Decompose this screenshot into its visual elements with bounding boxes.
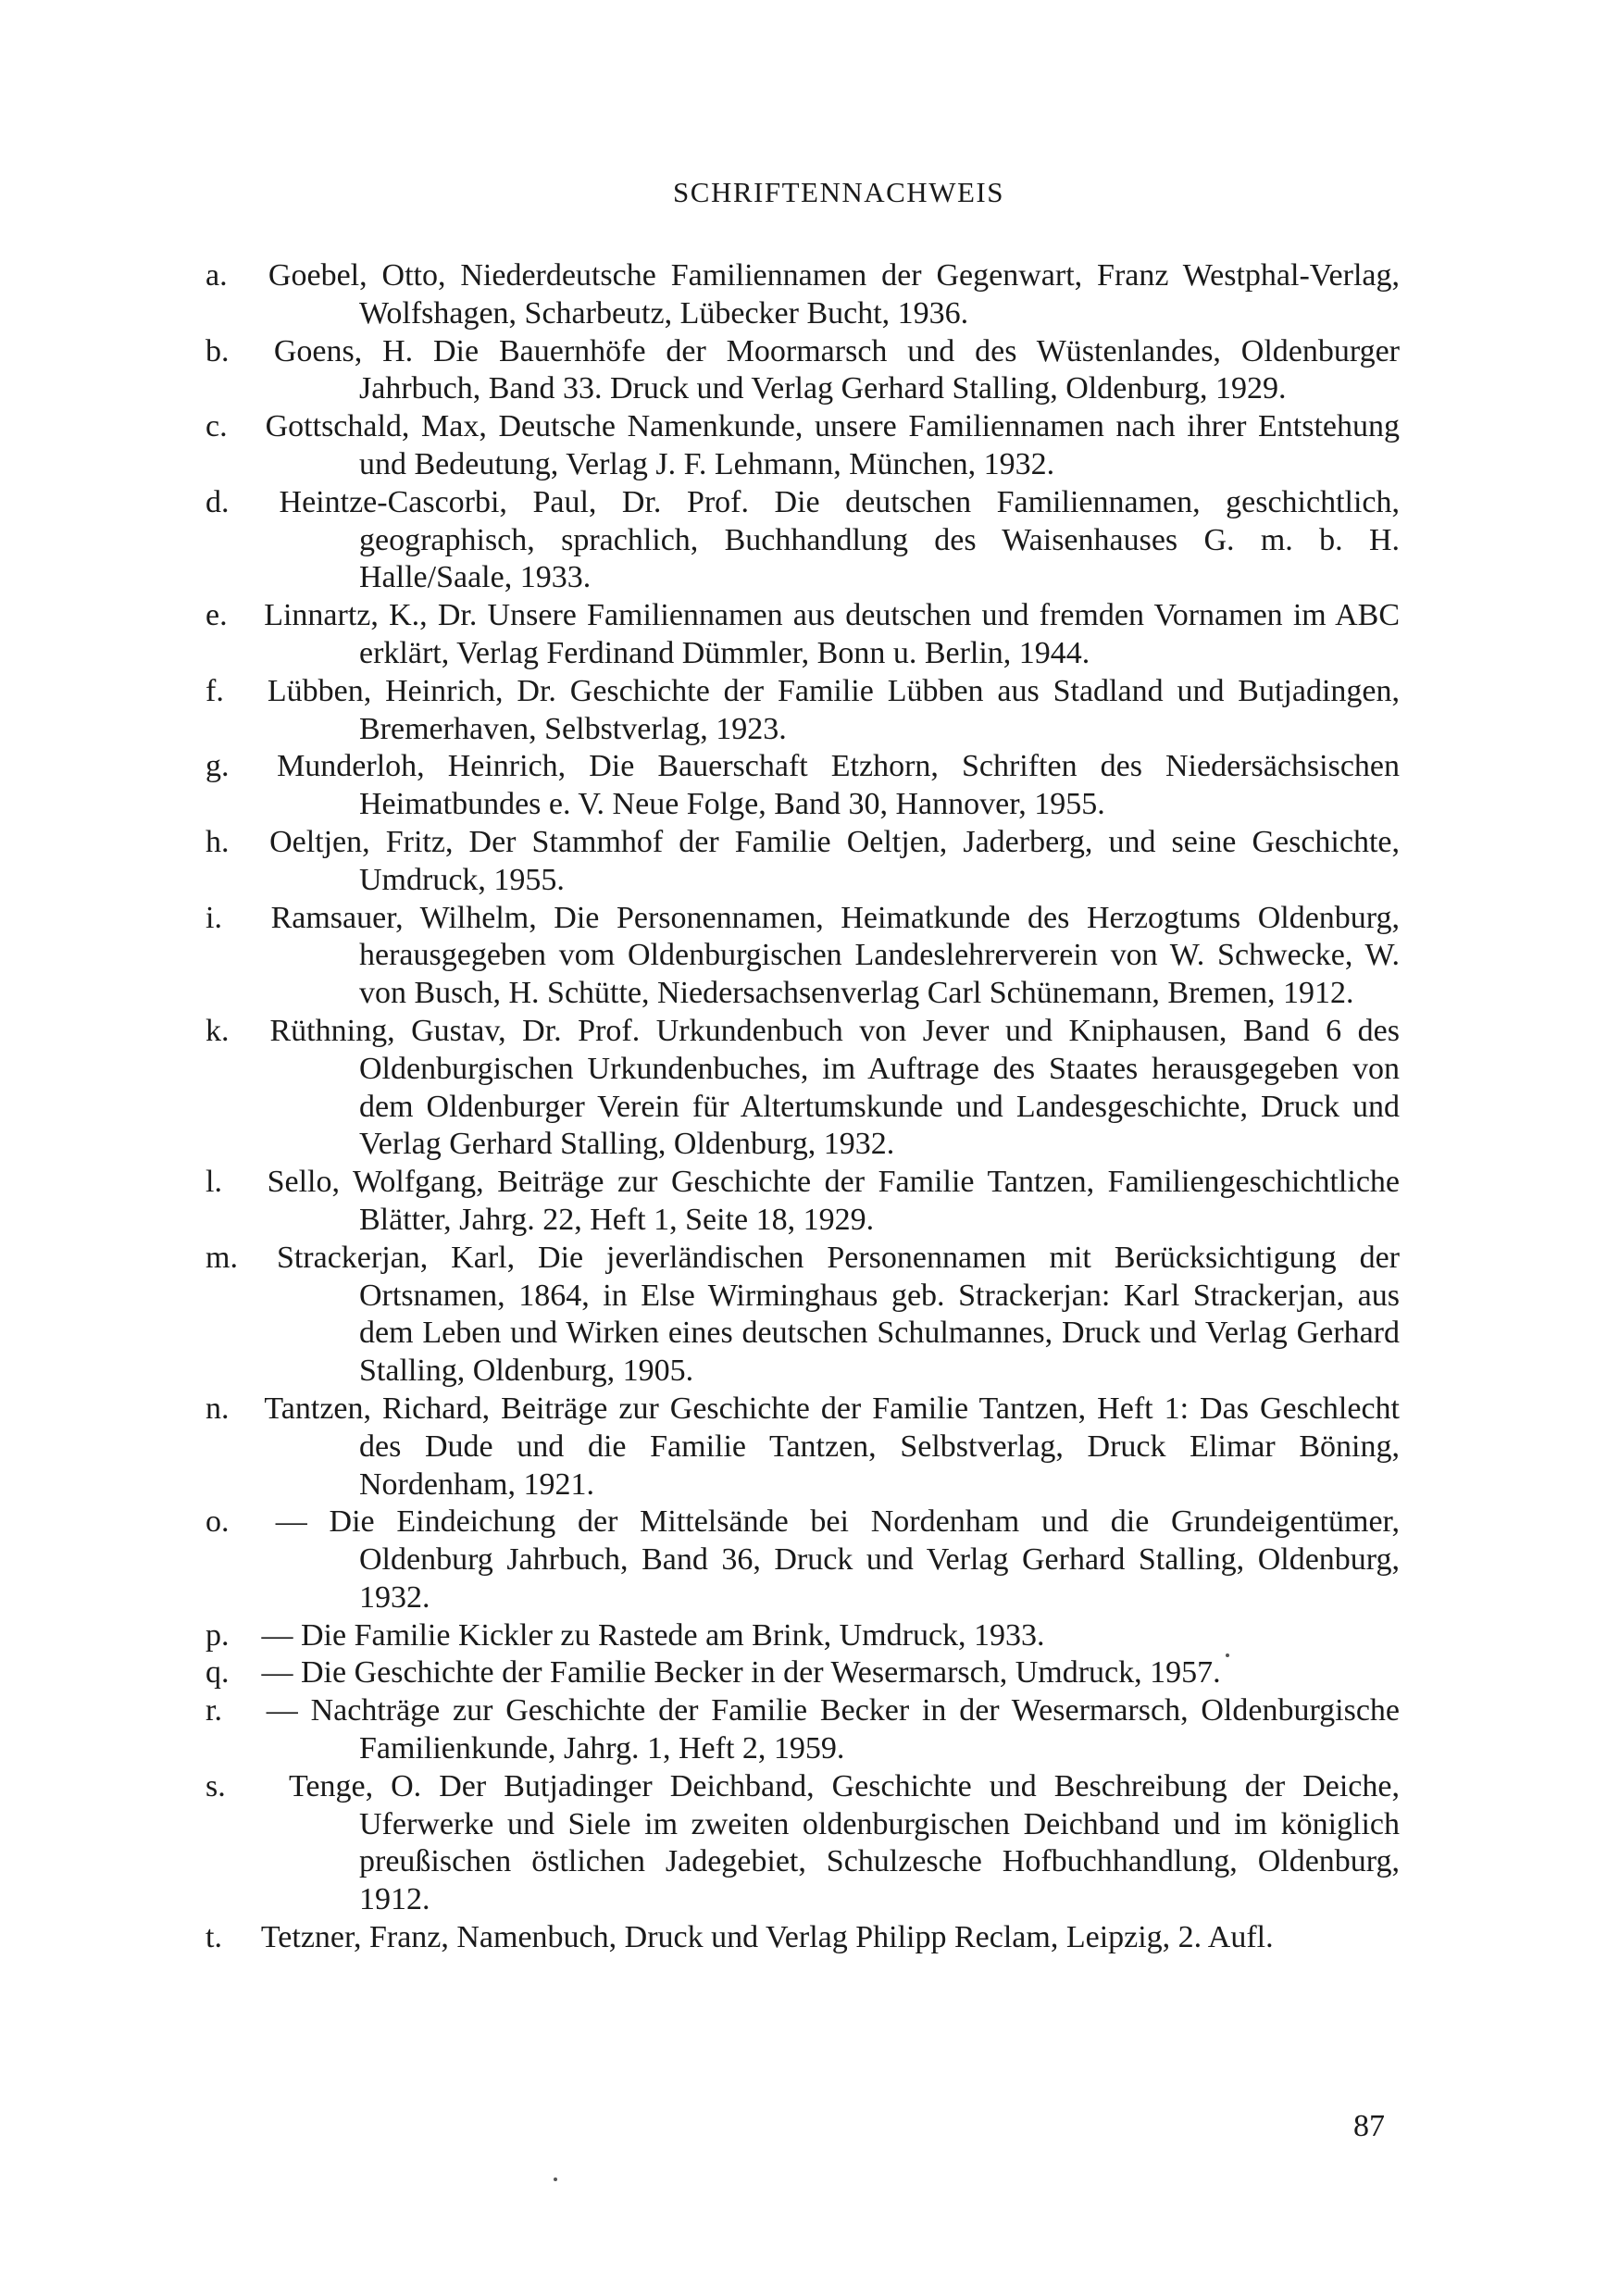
entry-text: — Die Familie Kickler zu Rastede am Brink, Umdruck, 1933. — [261, 1617, 1045, 1653]
entry-label: s. — [206, 1768, 226, 1803]
bibliography-entry-q — [206, 1654, 1400, 1692]
entry-label: o. — [206, 1504, 230, 1540]
bibliography-entry-i — [206, 900, 1400, 1013]
entry-text: Lübben, Heinrich, Dr. Geschichte der Familie Lübben aus Stadland und Butjadingen, Bremerhaven, Selbstverlag, 1923. — [267, 673, 1401, 746]
bibliography-list — [206, 257, 1400, 1957]
bibliography-entry-t — [206, 1919, 1400, 1957]
entry-text: Sello, Wolfgang, Beiträge zur Geschichte der Familie Tantzen, Familiengeschichtliche Blätter, Jahrg. 22, Heft 1, Seite 18, 1929. — [267, 1165, 1401, 1237]
entry-label: b. — [206, 333, 230, 368]
bibliography-entry-e — [206, 597, 1400, 673]
bibliography-entry-d — [206, 484, 1400, 597]
bibliography-entry-b — [206, 333, 1400, 409]
entry-text: Rüthning, Gustav, Dr. Prof. Urkundenbuch von Jever und Kniphausen, Band 6 des Oldenburgischen Urkundenbuches, im Auftrage des Staates herausgegeben von dem Oldenburger Verein für Altertumskunde und Landesgeschichte, Druck und Verlag Gerhard Stalling, Oldenburg, 1932. — [269, 1013, 1400, 1162]
entry-label: p. — [206, 1617, 230, 1653]
entry-label: t. — [206, 1920, 222, 1955]
entry-text: Heintze-Cascorbi, Paul, Dr. Prof. Die deutschen Familiennamen, geschichtlich, geographisch, sprachlich, Buchhandlung des Waisenhauses G. m. b. H. Halle/Saale, 1933. — [279, 484, 1401, 595]
entry-text: Strackerjan, Karl, Die jeverländischen Personennamen mit Berücksichtigung der Ortsnamen, 1864, in Else Wirminghaus geb. Strackerjan: Karl Strackerjan, aus dem Leben und Wirken eines deutschen Schulmannes, Druck und Verlag Gerhard Stalling, Oldenburg, 1905. — [276, 1240, 1400, 1389]
bibliography-entry-f — [206, 673, 1400, 749]
entry-text: Goebel, Otto, Niederdeutsche Familiennamen der Gegenwart, Franz Westphal-Verlag, Wolfshagen, Scharbeutz, Lübecker Bucht, 1936. — [268, 258, 1400, 331]
bibliography-entry-o — [206, 1504, 1400, 1616]
entry-text: Tetzner, Franz, Namenbuch, Druck und Verlag Philipp Reclam, Leipzig, 2. Aufl. — [260, 1920, 1274, 1955]
bibliography-entry-g — [206, 748, 1400, 824]
entry-label: l. — [206, 1165, 222, 1200]
entry-label: r. — [206, 1693, 222, 1728]
entry-text: Oeltjen, Fritz, Der Stammhof der Familie Oeltjen, Jaderberg, und seine Geschichte, Umdruck, 1955. — [269, 824, 1401, 897]
entry-label: m. — [206, 1240, 238, 1275]
bibliography-entry-a — [206, 257, 1400, 333]
entry-label: k. — [206, 1013, 230, 1048]
entry-label: h. — [206, 824, 230, 859]
entry-text: Gottschald, Max, Deutsche Namenkunde, unsere Familiennamen nach ihrer Entstehung und Bedeutung, Verlag J. F. Lehmann, München, 1932. — [265, 409, 1401, 481]
entry-text: — Die Eindeichung der Mittelsände bei Nordenham und die Grundeigentümer, Oldenburg Jahrbuch, Band 36, Druck und Verlag Gerhard Stalling, Oldenburg, 1932. — [275, 1504, 1400, 1615]
bibliography-entry-n — [206, 1391, 1400, 1504]
bibliography-entry-r — [206, 1692, 1400, 1768]
entry-label: g. — [206, 749, 230, 784]
entry-label: n. — [206, 1391, 230, 1426]
bibliography-entry-l — [206, 1164, 1400, 1240]
entry-text: Linnartz, K., Dr. Unsere Familiennamen aus deutschen und fremden Vornamen im ABC erklärt, Verlag Ferdinand Dümmler, Bonn u. Berlin, 1944. — [264, 598, 1400, 670]
entry-label: e. — [206, 598, 228, 633]
entry-text: — Nachträge zur Geschichte der Familie Becker in der Wesermarsch, Oldenburgische Familienkunde, Jahrg. 1, Heft 2, 1959. — [266, 1693, 1401, 1766]
entry-label: q. — [206, 1655, 230, 1691]
entry-text: Munderloh, Heinrich, Die Bauerschaft Etzhorn, Schriften des Niedersächsischen Heimatbundes e. V. Neue Folge, Band 30, Hannover, 1955. — [277, 749, 1400, 822]
page-number: 87 — [1353, 2109, 1385, 2143]
print-speck — [1226, 1653, 1229, 1657]
entry-label: d. — [206, 484, 230, 519]
entry-text: Ramsauer, Wilhelm, Die Personennamen, Heimatkunde des Herzogtums Oldenburg, herausgegeben vom Oldenburgischen Landeslehrerverein von W. Schwecke, W. von Busch, H. Schütte, Niedersachsenverlag Carl Schünemann, Bremen, 1912. — [270, 900, 1400, 1011]
entry-text: — Die Geschichte der Familie Becker in der Wesermarsch, Umdruck, 1957. — [261, 1655, 1221, 1691]
entry-label: a. — [206, 258, 228, 293]
entry-text: Tantzen, Richard, Beiträge zur Geschichte der Familie Tantzen, Heft 1: Das Geschlecht des Dude und die Familie Tantzen, Selbstverlag, Druck Elimar Böning, Nordenham, 1921. — [264, 1391, 1400, 1502]
bibliography-entry-m — [206, 1240, 1400, 1391]
entry-label: c. — [206, 409, 228, 444]
bibliography-entry-s — [206, 1768, 1400, 1919]
bibliography-entry-k — [206, 1013, 1400, 1164]
entry-label: i. — [206, 900, 222, 935]
entry-label: f. — [206, 673, 224, 708]
bibliography-entry-c — [206, 408, 1400, 484]
bibliography-entry-p — [206, 1617, 1400, 1655]
entry-text: Tenge, O. Der Butjadinger Deichband, Geschichte und Beschreibung der Deiche, Uferwerke und Siele im zweiten oldenburgischen Deichband und im königlich preußischen östlichen Jadegebiet, Schulzesche Hofbuchhandlung, Oldenburg, 1912. — [289, 1768, 1400, 1917]
print-speck — [554, 2177, 557, 2181]
page-title: SCHRIFTENNACHWEIS — [673, 176, 1004, 208]
bibliography-entry-h — [206, 824, 1400, 900]
entry-text: Goens, H. Die Bauernhöfe der Moormarsch und des Wüstenlandes, Oldenburger Jahrbuch, Band 33. Druck und Verlag Gerhard Stalling, Oldenburg, 1929. — [273, 333, 1400, 406]
